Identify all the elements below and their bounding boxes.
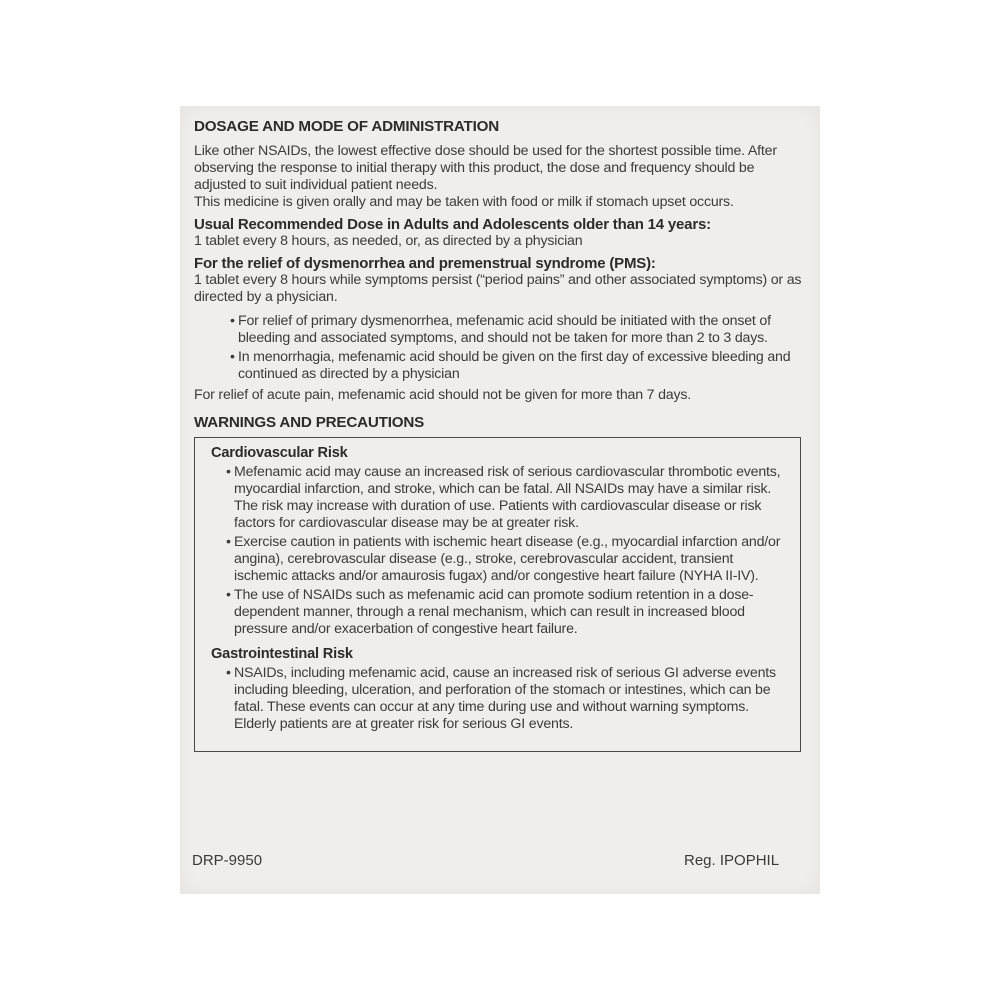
acute-pain-note: For relief of acute pain, mefenamic acid should not be given for more than 7 days. bbox=[194, 387, 691, 403]
list-item: • In menorrhagia, mefenamic acid should be given on the first day of excessive bleeding and continued as directed by a physician bbox=[230, 349, 810, 383]
warnings-heading: WARNINGS AND PRECAUTIONS bbox=[194, 414, 425, 431]
pms-bullet-list bbox=[230, 313, 810, 383]
cardio-bullet-list bbox=[226, 464, 788, 638]
list-item: • The use of NSAIDs such as mefenamic acid can promote sodium retention in a dose-dependent manner, through a renal mechanism, which can result in increased blood pressure and/or exacerbation of congestive heart failure. bbox=[226, 587, 788, 638]
registration-mark: Reg. IPOPHIL bbox=[684, 852, 780, 869]
list-item: • For relief of primary dysmenorrhea, mefenamic acid should be initiated with the onset of bleeding and associated symptoms, and should not be taken for more than 2 to 3 days. bbox=[230, 313, 810, 347]
pms-text: 1 tablet every 8 hours while symptoms persist (“period pains” and other associated symptoms) or as directed by a physician. bbox=[194, 272, 802, 305]
cardio-risk-heading: Cardiovascular Risk bbox=[211, 445, 348, 461]
gi-risk-heading: Gastrointestinal Risk bbox=[211, 646, 353, 662]
insert-content bbox=[192, 118, 810, 752]
pms-heading: For the relief of dysmenorrhea and premenstrual syndrome (PMS): bbox=[194, 255, 656, 272]
list-item: • Mefenamic acid may cause an increased risk of serious cardiovascular thrombotic events, myocardial infarction, and stroke, which can be fatal. All NSAIDs may have a similar risk. The risk may increase with duration of use. Patients with cardiovascular disease or risk factors for cardiovascular disease may be at greater risk. bbox=[226, 464, 788, 532]
dosage-heading: DOSAGE AND MODE OF ADMINISTRATION bbox=[194, 118, 500, 135]
adults-dose-text: 1 tablet every 8 hours, as needed, or, as directed by a physician bbox=[194, 233, 583, 249]
gi-bullet-list bbox=[226, 665, 788, 733]
list-item: • NSAIDs, including mefenamic acid, cause an increased risk of serious GI adverse events including bleeding, ulceration, and perforation of the stomach or intestines, which can be fatal. These events can occur at any time during use and without warning symptoms. Elderly patients are at greater risk for serious GI events. bbox=[226, 665, 788, 733]
dosage-oral-note: This medicine is given orally and may be taken with food or milk if stomach upset occurs. bbox=[194, 194, 734, 210]
package-insert-panel bbox=[180, 106, 820, 894]
warnings-box bbox=[194, 437, 801, 752]
drp-number: DRP-9950 bbox=[192, 852, 263, 869]
dosage-intro: Like other NSAIDs, the lowest effective dose should be used for the shortest possible time. After observing the response to initial therapy with this product, the dose and frequency should be adjusted to suit individual patient needs. bbox=[194, 143, 777, 193]
adults-dose-heading: Usual Recommended Dose in Adults and Adolescents older than 14 years: bbox=[194, 216, 711, 233]
list-item: • Exercise caution in patients with ischemic heart disease (e.g., myocardial infarction and/or angina), cerebrovascular disease (e.g., stroke, cerebrovascular accident, transient ischemic attacks and/or amaurosis fugax) and/or congestive heart failure (NYHA II-IV). bbox=[226, 534, 788, 585]
